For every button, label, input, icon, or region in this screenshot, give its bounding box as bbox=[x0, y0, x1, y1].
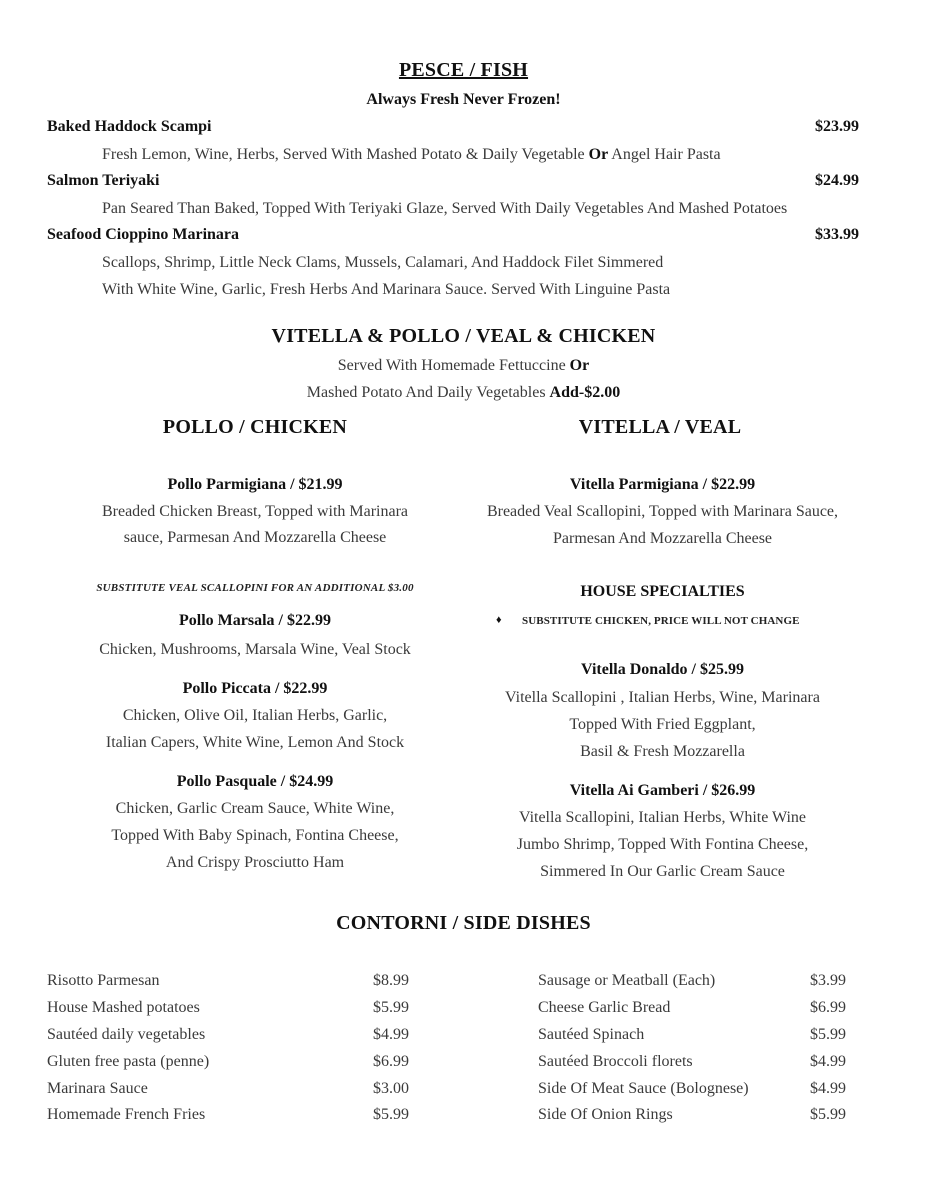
veal-item-header: Vitella Donaldo / $25.99 bbox=[581, 661, 744, 678]
side-item-price: $5.99 bbox=[373, 999, 409, 1016]
chicken-item-description: Italian Capers, White Wine, Lemon And Stock bbox=[105, 734, 405, 751]
chicken-item-header: Pollo Marsala / $22.99 bbox=[179, 612, 331, 629]
chicken-column-title: POLLO / CHICKEN bbox=[162, 416, 348, 438]
veal-item-header: Vitella Ai Gamberi / $26.99 bbox=[569, 782, 756, 799]
veal-chicken-note: Served With Homemade Fettuccine Or bbox=[337, 357, 590, 374]
fish-item-price: $24.99 bbox=[815, 172, 859, 189]
side-item-name: House Mashed potatoes bbox=[47, 999, 200, 1016]
chicken-item-description: And Crispy Prosciutto Ham bbox=[165, 854, 345, 871]
veal-chicken-section-title: VITELLA & POLLO / VEAL & CHICKEN bbox=[271, 325, 656, 347]
fish-item-description: Pan Seared Than Baked, Topped With Teriyaki Glaze, Served With Daily Vegetables And Mashed Potatoes bbox=[102, 200, 788, 217]
chicken-item-description: sauce, Parmesan And Mozzarella Cheese bbox=[123, 529, 387, 546]
veal-item-description: Vitella Scallopini, Italian Herbs, White Wine bbox=[518, 809, 807, 826]
sides-section-title: CONTORNI / SIDE DISHES bbox=[336, 912, 591, 934]
side-item-name: Sautéed Broccoli florets bbox=[538, 1053, 693, 1070]
side-item-price: $5.99 bbox=[810, 1106, 846, 1123]
fish-item-description: Fresh Lemon, Wine, Herbs, Served With Mashed Potato & Daily Vegetable Or Angel Hair Pasta bbox=[102, 146, 721, 163]
fish-item-name: Baked Haddock Scampi bbox=[47, 118, 212, 135]
veal-item-description: Topped With Fried Eggplant, bbox=[569, 716, 756, 733]
side-item-price: $3.99 bbox=[810, 972, 846, 989]
side-item-name: Homemade French Fries bbox=[47, 1106, 206, 1123]
chicken-substitute-note: SUBSTITUTE VEAL SCALLOPINI FOR AN ADDITIONAL $3.00 bbox=[96, 582, 414, 594]
chicken-item-header: Pollo Piccata / $22.99 bbox=[182, 680, 328, 697]
fish-subtitle: Always Fresh Never Frozen! bbox=[366, 91, 561, 108]
fish-section-title: PESCE / FISH bbox=[398, 59, 529, 81]
chicken-item-description: Chicken, Olive Oil, Italian Herbs, Garlic, bbox=[122, 707, 388, 724]
veal-item-description: Vitella Scallopini , Italian Herbs, Wine, Marinara bbox=[505, 689, 820, 706]
fish-item-name: Seafood Cioppino Marinara bbox=[47, 226, 240, 243]
chicken-item-header: Pollo Parmigiana / $21.99 bbox=[167, 476, 343, 493]
fish-item-price: $33.99 bbox=[815, 226, 859, 243]
side-item-name: Gluten free pasta (penne) bbox=[47, 1053, 210, 1070]
side-item-price: $5.99 bbox=[810, 1026, 846, 1043]
chicken-item-description: Topped With Baby Spinach, Fontina Cheese, bbox=[111, 827, 399, 844]
side-item-price: $5.99 bbox=[373, 1106, 409, 1123]
side-item-price: $4.99 bbox=[810, 1080, 846, 1097]
fish-item-description: With White Wine, Garlic, Fresh Herbs And Marinara Sauce. Served With Linguine Pasta bbox=[102, 281, 671, 298]
fish-item-description: Scallops, Shrimp, Little Neck Clams, Mussels, Calamari, And Haddock Filet Simmered bbox=[102, 254, 664, 271]
side-item-price: $8.99 bbox=[373, 972, 409, 989]
veal-item-header: Vitella Parmigiana / $22.99 bbox=[569, 476, 756, 493]
side-item-price: $6.99 bbox=[373, 1053, 409, 1070]
veal-item-description: Parmesan And Mozzarella Cheese bbox=[552, 530, 773, 547]
chicken-item-header: Pollo Pasquale / $24.99 bbox=[176, 773, 334, 790]
veal-item-description: Breaded Veal Scallopini, Topped with Marinara Sauce, bbox=[486, 503, 839, 520]
veal-item-description: Simmered In Our Garlic Cream Sauce bbox=[540, 863, 785, 880]
chicken-item-description: Chicken, Garlic Cream Sauce, White Wine, bbox=[115, 800, 395, 817]
chicken-item-description: Chicken, Mushrooms, Marsala Wine, Veal Stock bbox=[99, 641, 411, 658]
side-item-name: Sautéed daily vegetables bbox=[47, 1026, 206, 1043]
side-item-price: $3.00 bbox=[373, 1080, 409, 1097]
side-item-name: Marinara Sauce bbox=[47, 1080, 148, 1097]
side-item-name: Side Of Onion Rings bbox=[538, 1106, 673, 1123]
side-item-name: Cheese Garlic Bread bbox=[538, 999, 671, 1016]
side-item-name: Side Of Meat Sauce (Bolognese) bbox=[538, 1080, 749, 1097]
veal-chicken-note: Mashed Potato And Daily Vegetables Add-$2.00 bbox=[306, 384, 621, 401]
side-item-name: Risotto Parmesan bbox=[47, 972, 160, 989]
side-item-price: $6.99 bbox=[810, 999, 846, 1016]
veal-substitute-note: SUBSTITUTE CHICKEN, PRICE WILL NOT CHANGE bbox=[522, 615, 800, 627]
veal-item-description: Jumbo Shrimp, Topped With Fontina Cheese, bbox=[516, 836, 809, 853]
veal-item-description: Basil & Fresh Mozzarella bbox=[580, 743, 745, 760]
side-item-name: Sausage or Meatball (Each) bbox=[538, 972, 716, 989]
fish-item-price: $23.99 bbox=[815, 118, 859, 135]
fish-item-name: Salmon Teriyaki bbox=[47, 172, 160, 189]
side-item-price: $4.99 bbox=[373, 1026, 409, 1043]
diamond-bullet-icon: ♦ bbox=[496, 614, 502, 626]
side-item-name: Sautéed Spinach bbox=[538, 1026, 645, 1043]
veal-column-title: VITELLA / VEAL bbox=[578, 416, 742, 438]
house-specialties-heading: HOUSE SPECIALTIES bbox=[580, 583, 745, 600]
side-item-price: $4.99 bbox=[810, 1053, 846, 1070]
chicken-item-description: Breaded Chicken Breast, Topped with Marinara bbox=[101, 503, 409, 520]
